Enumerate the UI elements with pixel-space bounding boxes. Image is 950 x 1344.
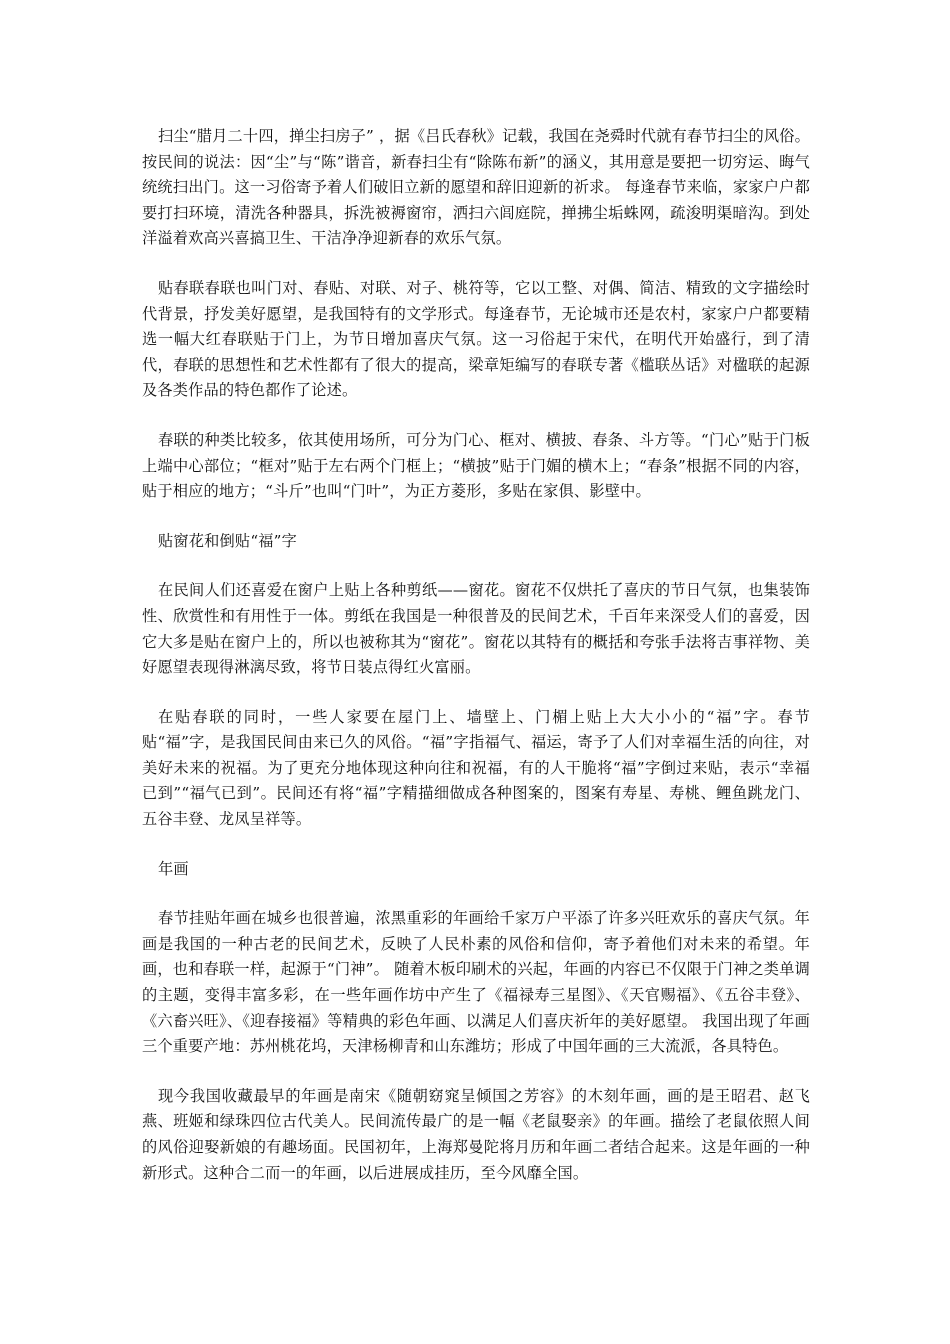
document-page [142,124,810,1210]
paragraph-spring-couplets: 贴春联春联也叫门对、春贴、对联、对子、桃符等，它以工整、对偶、简洁、精致的文字描绘时代背景，抒发美好愿望，是我国特有的文学形式。每逢春节，无论城市还是农村，家家户户都要精选一幅大红春联贴于门上，为节日增加喜庆气氛。这一习俗起于宋代，在明代开始盛行，到了清代，春联的思想性和艺术性都有了很大的提高，梁章矩编写的春联专著《槛联丛话》对楹联的起源及各类作品的特色都作了论述。 [142,278,810,400]
paragraph-new-year-pictures: 春节挂贴年画在城乡也很普遍，浓黑重彩的年画给千家万户平添了许多兴旺欢乐的喜庆气氛。年画是我国的一种古老的民间艺术，反映了人民朴素的风俗和信仰，寄予着他们对未来的希望。年画，也和春联一样，起源于“门神”。 随着木板印刷术的兴起，年画的内容已不仅限于门神之类单调的主题，变得丰富多彩，在一些年画作坊中产生了《福禄寿三星图》、《天官赐福》、《五谷丰登》、《六畜兴旺》、《迎春接福》等精典的彩色年画、以满足人们喜庆祈年的美好愿望。 我国出现了年画三个重要产地：苏州桃花坞，天津杨柳青和山东潍坊；形成了中国年画的三大流派，各具特色。 [142,909,810,1056]
paragraph-earliest-pictures: 现今我国收藏最早的年画是南宋《随朝窈窕呈倾国之芳容》的木刻年画，画的是王昭君、赵飞燕、班姬和绿珠四位古代美人。民间流传最广的是一幅《老鼠娶亲》的年画。描绘了老鼠依照人间的风俗迎娶新娘的有趣场面。民国初年，上海郑曼陀将月历和年画二者结合起来。这是年画的一种新形式。这种合二而一的年画，以后进展成挂历，至今风靡全国。 [142,1086,810,1182]
paragraph-window-flowers: 在民间人们还喜爱在窗户上贴上各种剪纸——窗花。窗花不仅烘托了喜庆的节日气氛，也集装饰性、欣赏性和有用性于一体。剪纸在我国是一种很普及的民间艺术，千百年来深受人们的喜爱，因它大多是贴在窗户上的，所以也被称其为“窗花”。窗花以其特有的概括和夸张手法将吉事祥物、美好愿望表现得淋漓尽致，将节日装点得红火富丽。 [142,581,810,677]
paragraph-sweeping-dust: 扫尘“腊月二十四，掸尘扫房子” ，据《吕氏春秋》记载，我国在尧舜时代就有春节扫尘的风俗。按民间的说法：因“尘”与“陈”谐音，新春扫尘有“除陈布新”的涵义，其用意是要把一切穷运、晦气统统扫出门。这一习俗寄予着人们破旧立新的愿望和辞旧迎新的祈求。 每逢春节来临，家家户户都要打扫环境，清洗各种器具，拆洗被褥窗帘，洒扫六闾庭院，掸拂尘垢蛛网，疏浚明渠暗沟。到处洋溢着欢高兴喜搞卫生、干洁净净迎新春的欢乐气氛。 [142,127,810,248]
heading-window-flowers: 贴窗花和倒贴“福”字 [158,531,298,550]
heading-new-year-pictures: 年画 [158,859,189,878]
paragraph-fu-character: 在贴春联的同时，一些人家要在屋门上、墙壁上、门楣上贴上大大小小的“福”字。春节贴“福”字，是我国民间由来已久的风俗。“福”字指福气、福运，寄予了人们对幸福生活的向往，对美好未来的祝福。为了更充分地体现这种向往和祝福，有的人干脆将“福”字倒过来贴，表示“幸福已到”“福气已到”。民间还有将“福”字精描细做成各种图案的，图案有寿星、寿桃、鲤鱼跳龙门、五谷丰登、龙凤呈祥等。 [142,707,810,829]
paragraph-couplet-types: 春联的种类比较多，依其使用场所，可分为门心、框对、横披、春条、斗方等。“门心”贴于门板上端中心部位；“框对”贴于左右两个门框上；“横披”贴于门媚的横木上；“春条”根据不同的内容，贴于相应的地方；“斗斤”也叫“门叶”，为正方菱形，多贴在家俱、影壁中。 [142,430,810,501]
